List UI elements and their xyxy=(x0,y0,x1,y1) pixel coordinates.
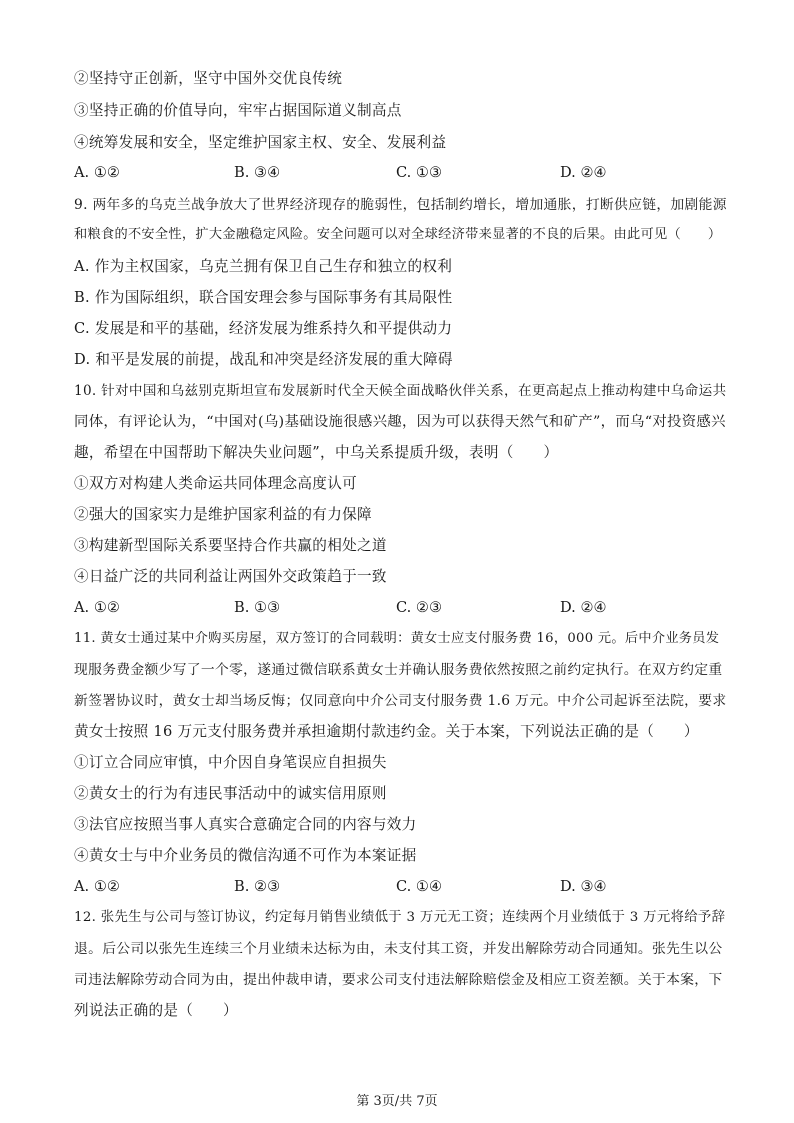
q8-option-c: C. ①③ xyxy=(396,164,443,181)
q11-statement-1: ①订立合同应审慎，中介因自身笔误应自担损失 xyxy=(74,754,387,771)
page-number: 第 3页/共 7页 xyxy=(356,1094,438,1109)
q9-option-b: B. 作为国际组织，联合国安理会参与国际事务有其局限性 xyxy=(74,289,453,306)
q9-option-a: A. 作为主权国家，乌克兰拥有保卫自己生存和独立的权利 xyxy=(74,258,453,275)
q8-statement-2: ②坚持守正创新，坚守中国外交优良传统 xyxy=(74,70,343,87)
q10-stem-line-2: 同体，有评论认为，“中国对(乌)基础设施很感兴趣，因为可以获得天然气和矿产”，而乌“对投资感兴 xyxy=(74,414,726,430)
q11-options xyxy=(74,877,724,897)
q12-stem-line-3: 司违法解除劳动合同为由，提出仲裁申请，要求公司支付违法解除赔偿金及相应工资差额。关于本案，下 xyxy=(74,972,723,988)
q11-statement-2: ②黄女士的行为有违民事活动中的诚实信用原则 xyxy=(74,785,387,802)
q10-statement-2: ②强大的国家实力是维护国家利益的有力保障 xyxy=(74,506,372,523)
q10-option-b: B. ①③ xyxy=(234,599,281,616)
q8-statement-3: ③坚持正确的价值导向，牢牢占据国际道义制高点 xyxy=(74,102,402,119)
q9-stem-line-2: 和粮食的不安全性，扩大金融稳定风险。安全问题可以对全球经济带来显著的不良的后果。由此可见（ ） xyxy=(74,227,722,242)
q10-statement-1: ①双方对构建人类命运共同体理念高度认可 xyxy=(74,475,357,492)
q10-statement-4: ④日益广泛的共同利益让两国外交政策趋于一致 xyxy=(74,568,387,585)
q8-option-b: B. ③④ xyxy=(234,164,281,181)
q10-option-a: A. ①② xyxy=(74,599,120,616)
q8-option-d: D. ②④ xyxy=(560,164,607,181)
q11-stem-line-3: 新签署协议时，黄女士却当场反悔；仅同意向中介公司支付服务费 1.6 万元。中介公司起诉至法院，要求 xyxy=(74,693,727,709)
q11-option-b: B. ②③ xyxy=(234,878,281,895)
q11-statement-4: ④黄女士与中介业务员的微信沟通不可作为本案证据 xyxy=(74,847,417,864)
q8-statement-4: ④统筹发展和安全，坚定维护国家主权、安全、发展利益 xyxy=(74,134,447,151)
q9-option-d: D. 和平是发展的前提，战乱和冲突是经济发展的重大障碍 xyxy=(74,351,453,368)
q8-options xyxy=(74,163,724,183)
q10-stem-line-1: 10. 针对中国和乌兹别克斯坦宣布发展新时代全天候全面战略伙伴关系，在更高起点上推动构建中乌命运共 xyxy=(74,383,727,399)
q11-option-a: A. ①② xyxy=(74,878,120,895)
q10-statement-3: ③构建新型国际关系要坚持合作共赢的相处之道 xyxy=(74,537,387,554)
q11-stem-line-2: 现服务费金额少写了一个零，遂通过微信联系黄女士并确认服务费依然按照之前约定执行。在双方约定重 xyxy=(74,662,723,678)
q11-stem-line-1: 11. 黄女士通过某中介购买房屋，双方签订的合同载明：黄女士应支付服务费 16，000 元。后中介业务员发 xyxy=(74,631,720,646)
q9-option-c: C. 发展是和平的基础，经济发展为维系持久和平提供动力 xyxy=(74,320,453,337)
q10-options xyxy=(74,598,724,618)
q10-option-c: C. ②③ xyxy=(396,599,443,616)
q11-stem-line-4: 黄女士按照 16 万元支付服务费并承担逾期付款违约金。关于本案，下列说法正确的是（ ） xyxy=(74,723,699,740)
q10-option-d: D. ②④ xyxy=(560,599,607,616)
q11-option-d: D. ③④ xyxy=(560,878,607,895)
q12-stem-line-2: 退。后公司以张先生连续三个月业绩未达标为由，未支付其工资，并发出解除劳动合同通知。张先生以公 xyxy=(74,941,723,957)
q11-option-c: C. ①④ xyxy=(396,878,443,895)
q8-option-a: A. ①② xyxy=(74,164,120,181)
q10-stem-line-3: 趣，希望在中国帮助下解决失业问题”，中乌关系提质升级，表明（ ） xyxy=(74,444,559,461)
q11-statement-3: ③法官应按照当事人真实合意确定合同的内容与效力 xyxy=(74,816,417,833)
q12-stem-line-1: 12. 张先生与公司与签订协议，约定每月销售业绩低于 3 万元无工资；连续两个月业绩低于 3 万元将给予辞 xyxy=(74,910,726,925)
q9-stem-line-1: 9. 两年多的乌克兰战争放大了世界经济现存的脆弱性，包括制约增长，增加通胀，打断供应链，加剧能源 xyxy=(74,197,727,213)
q12-stem-line-4: 列说法正确的是（ ） xyxy=(74,1002,238,1019)
